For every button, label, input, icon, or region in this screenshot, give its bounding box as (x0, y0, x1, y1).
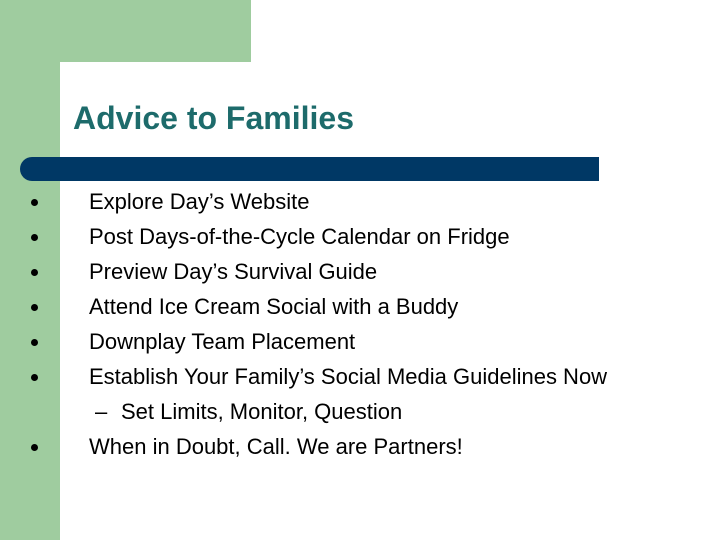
bullet-item (0, 184, 720, 219)
sub-bullet-dash-icon: – (95, 399, 108, 424)
bullet-text: Post Days-of-the-Cycle Calendar on Fridge (89, 224, 510, 249)
bullet-text: When in Doubt, Call. We are Partners! (89, 434, 463, 459)
bullet-text: Attend Ice Cream Social with a Buddy (89, 294, 459, 319)
bullet-item (0, 254, 720, 289)
bullet-dot-icon (31, 269, 38, 276)
bullet-dot-icon (31, 444, 38, 451)
bullet-dot-icon (31, 234, 38, 241)
bullet-list (0, 184, 720, 464)
title-underline-bar (20, 157, 599, 181)
bullet-text: Preview Day’s Survival Guide (89, 259, 378, 284)
bullet-dot-icon (31, 374, 38, 381)
bullet-text: Establish Your Family’s Social Media Guidelines Now (89, 364, 608, 389)
bullet-text: Explore Day’s Website (89, 189, 310, 214)
bullet-item (0, 219, 720, 254)
bullet-dot-icon (31, 339, 38, 346)
slide-title: Advice to Families (73, 100, 354, 136)
bullet-item (0, 359, 720, 394)
bullet-dot-icon (31, 304, 38, 311)
bullet-dot-icon (31, 199, 38, 206)
bullet-item (0, 324, 720, 359)
sub-bullet-item (0, 394, 720, 429)
bullet-item (0, 429, 720, 464)
decorative-green-top-block (60, 0, 251, 62)
bullet-text: Downplay Team Placement (89, 329, 356, 354)
bullet-item (0, 289, 720, 324)
sub-bullet-text: Set Limits, Monitor, Question (121, 399, 403, 424)
